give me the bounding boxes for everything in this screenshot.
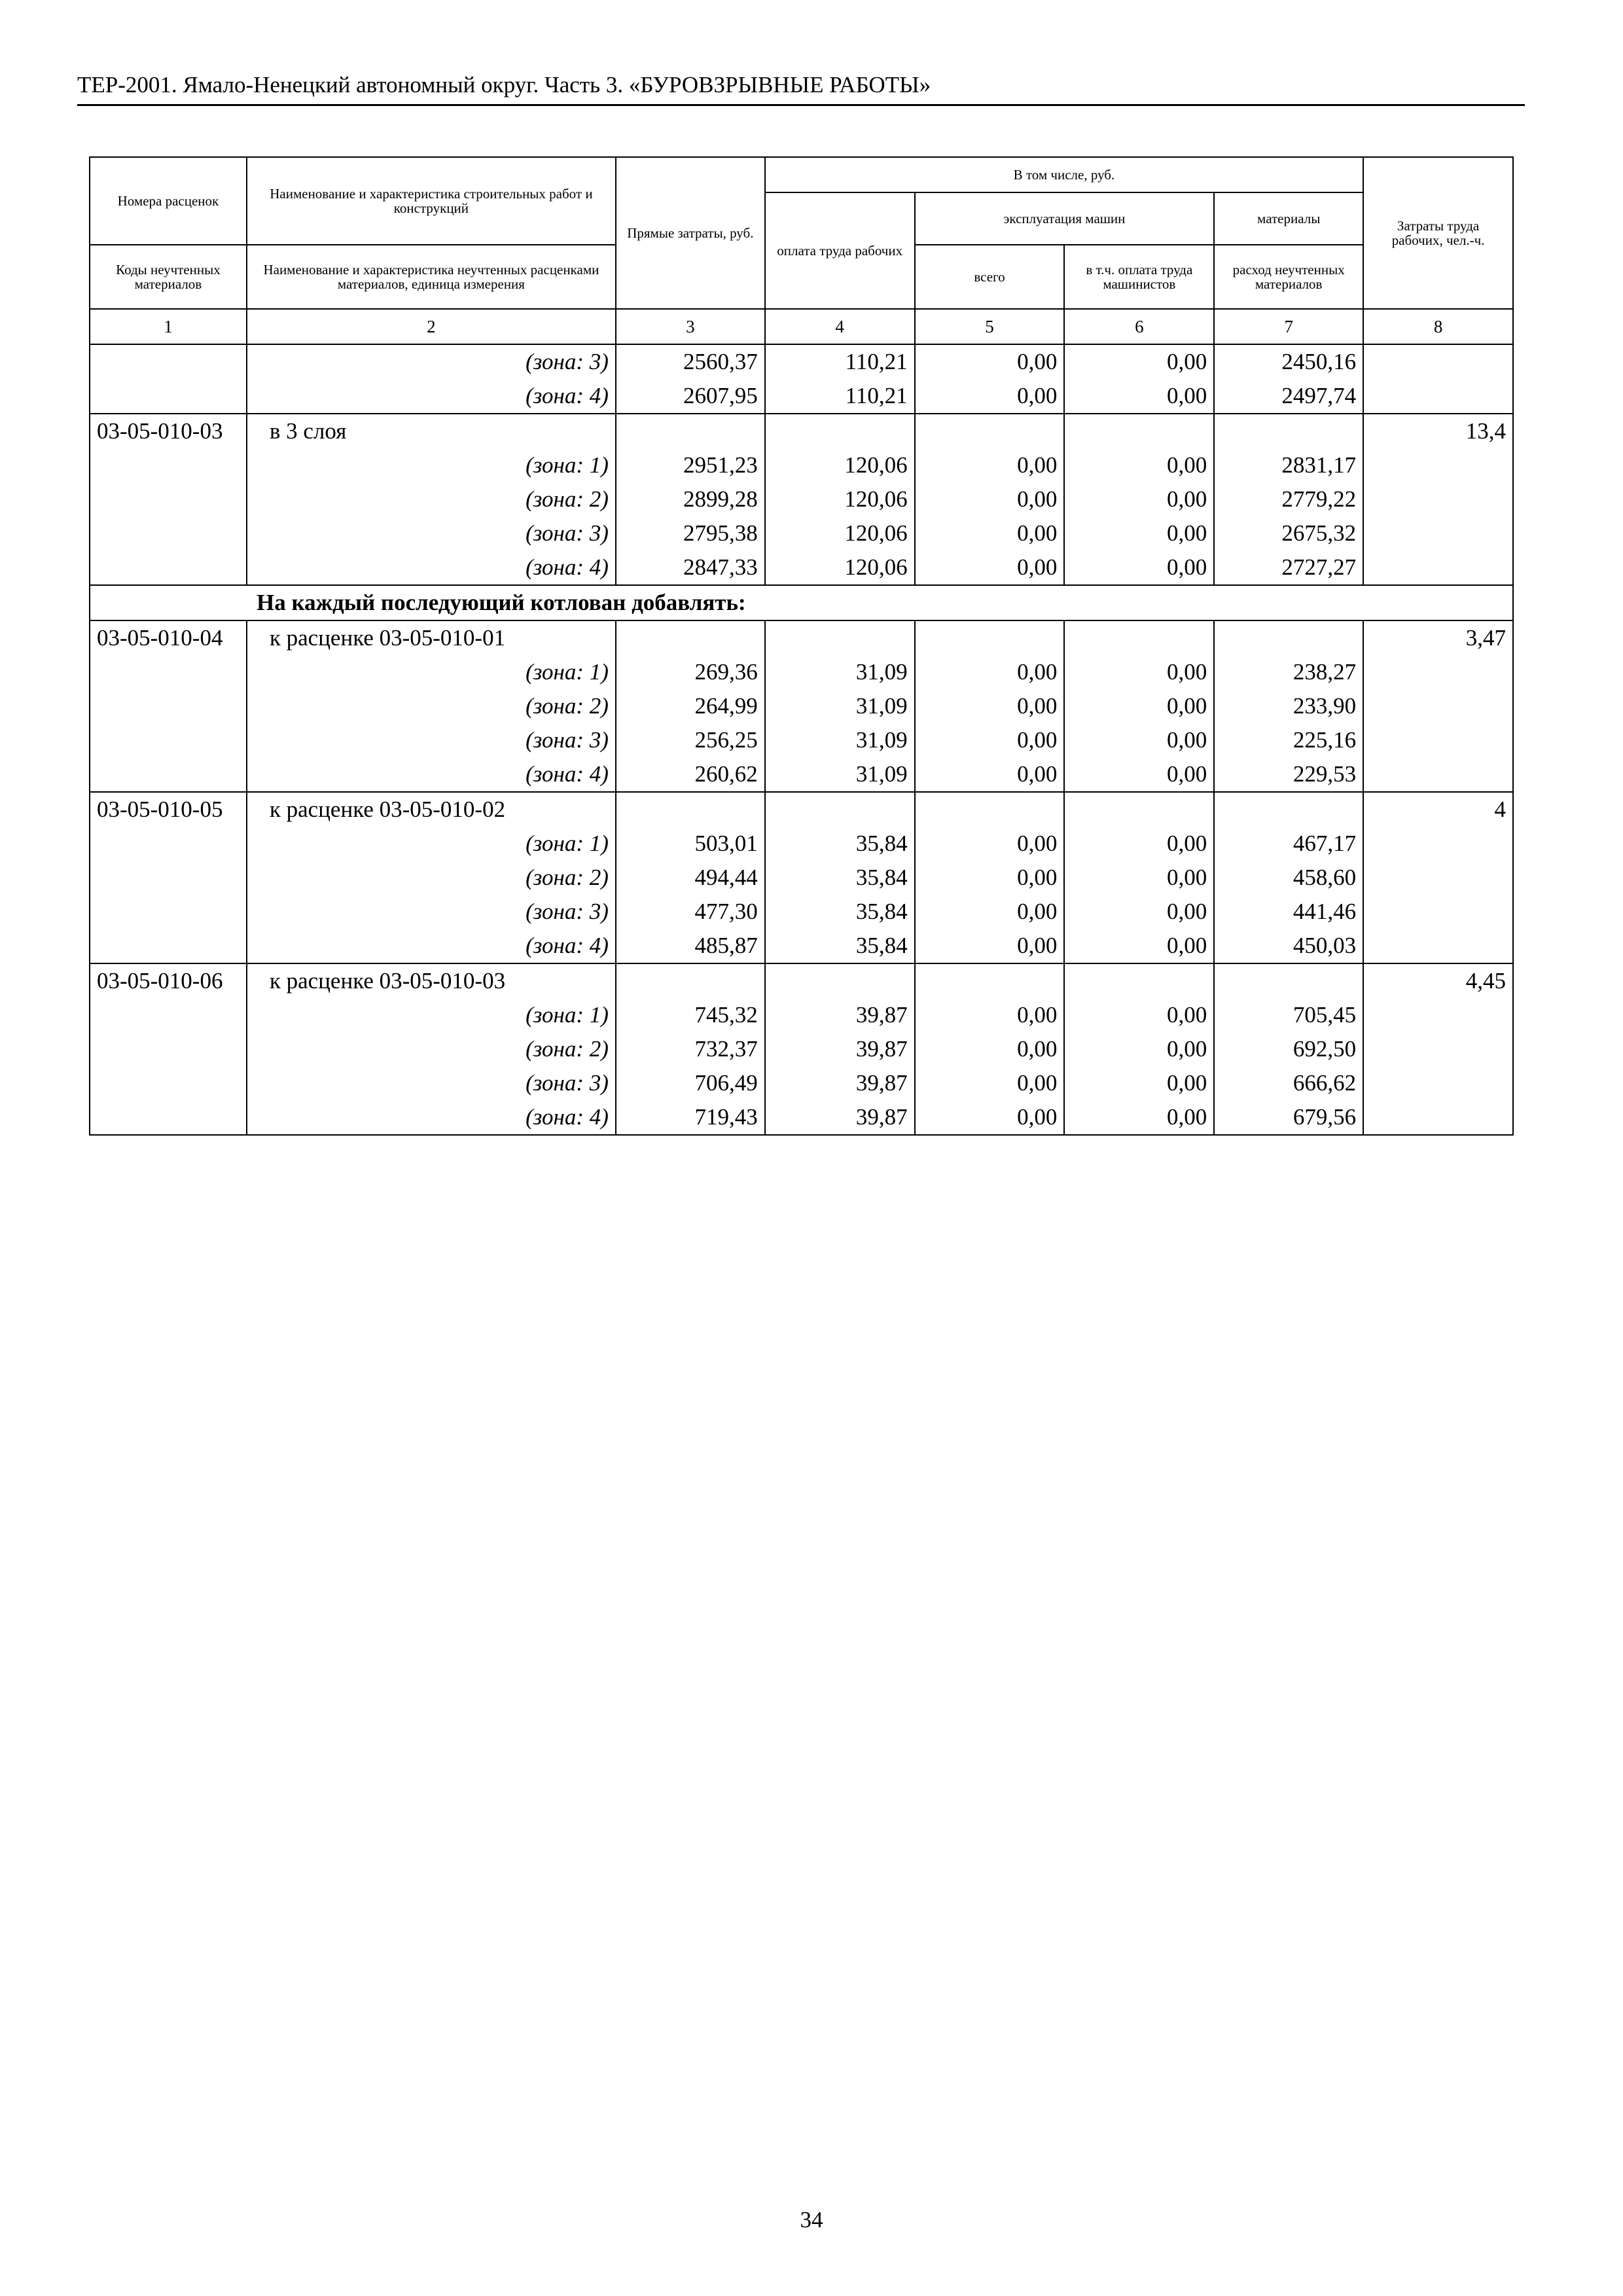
- direct-costs-value: 2560,37: [616, 344, 765, 379]
- rate-code: 03-05-010-06: [90, 963, 247, 998]
- header-machines-operators: в т.ч. оплата труда машинистов: [1064, 245, 1214, 309]
- empty-cell: [1064, 414, 1214, 448]
- machines-total-value: 0,00: [915, 516, 1065, 550]
- empty-cell: [90, 757, 247, 792]
- empty-cell: [90, 689, 247, 723]
- zone-label: (зона: 2): [247, 689, 616, 723]
- column-number: 1: [90, 309, 247, 344]
- machines-operators-value: 0,00: [1064, 895, 1214, 929]
- zone-label: (зона: 3): [247, 723, 616, 757]
- table-row: [90, 929, 1513, 963]
- empty-cell: [1214, 414, 1363, 448]
- labor-pay-value: 35,84: [765, 861, 915, 895]
- machines-total-value: 0,00: [915, 757, 1065, 792]
- rate-name: в 3 слоя: [247, 414, 616, 448]
- empty-cell: [1363, 448, 1513, 482]
- direct-costs-value: 745,32: [616, 998, 765, 1032]
- empty-cell: [1363, 998, 1513, 1032]
- machines-operators-value: 0,00: [1064, 757, 1214, 792]
- machines-total-value: 0,00: [915, 655, 1065, 689]
- machines-total-value: 0,00: [915, 929, 1065, 963]
- direct-costs-value: 719,43: [616, 1100, 765, 1135]
- materials-value: 705,45: [1214, 998, 1363, 1032]
- empty-cell: [90, 1066, 247, 1100]
- table-row: [90, 344, 1513, 379]
- empty-cell: [90, 448, 247, 482]
- labor-pay-value: 120,06: [765, 550, 915, 585]
- rate-name: к расценке 03-05-010-02: [247, 792, 616, 827]
- materials-value: 441,46: [1214, 895, 1363, 929]
- zone-label: (зона: 4): [247, 550, 616, 585]
- machines-total-value: 0,00: [915, 998, 1065, 1032]
- materials-value: 2450,16: [1214, 344, 1363, 379]
- empty-cell: [1363, 550, 1513, 585]
- table-row: [90, 861, 1513, 895]
- empty-cell: [1214, 792, 1363, 827]
- direct-costs-value: 477,30: [616, 895, 765, 929]
- machines-operators-value: 0,00: [1064, 344, 1214, 379]
- machines-operators-value: 0,00: [1064, 516, 1214, 550]
- labor-pay-value: 120,06: [765, 448, 915, 482]
- machines-total-value: 0,00: [915, 827, 1065, 861]
- empty-cell: [1064, 792, 1214, 827]
- empty-cell: [1363, 1032, 1513, 1066]
- column-number: 5: [915, 309, 1065, 344]
- page-header-title: ТЕР-2001. Ямало-Ненецкий автономный округ. Часть 3. «БУРОВЗРЫВНЫЕ РАБОТЫ»: [77, 72, 931, 98]
- empty-cell: [1363, 344, 1513, 379]
- empty-cell: [90, 379, 247, 414]
- empty-cell: [616, 414, 765, 448]
- table-row: [90, 379, 1513, 414]
- column-number: 8: [1363, 309, 1513, 344]
- header-column-numbers: [90, 309, 1513, 344]
- section-title: На каждый последующий котлован добавлять:: [90, 585, 1513, 620]
- empty-cell: [1363, 723, 1513, 757]
- header-including: В том числе, руб.: [765, 157, 1363, 192]
- empty-cell: [765, 792, 915, 827]
- labor-pay-value: 39,87: [765, 1066, 915, 1100]
- empty-cell: [915, 414, 1065, 448]
- machines-total-value: 0,00: [915, 1100, 1065, 1135]
- machines-operators-value: 0,00: [1064, 827, 1214, 861]
- labor-pay-value: 31,09: [765, 689, 915, 723]
- materials-value: 692,50: [1214, 1032, 1363, 1066]
- table-header: [90, 157, 1513, 344]
- labor-pay-value: 35,84: [765, 827, 915, 861]
- table-row: [90, 620, 1513, 655]
- empty-cell: [90, 861, 247, 895]
- empty-cell: [616, 963, 765, 998]
- machines-operators-value: 0,00: [1064, 861, 1214, 895]
- table-row: [90, 655, 1513, 689]
- machines-total-value: 0,00: [915, 379, 1065, 414]
- direct-costs-value: 2847,33: [616, 550, 765, 585]
- empty-cell: [1363, 827, 1513, 861]
- materials-value: 233,90: [1214, 689, 1363, 723]
- rates-table: [89, 156, 1514, 1136]
- machines-total-value: 0,00: [915, 689, 1065, 723]
- column-number: 7: [1214, 309, 1363, 344]
- empty-cell: [90, 655, 247, 689]
- section-row: [90, 585, 1513, 620]
- labor-pay-value: 31,09: [765, 723, 915, 757]
- zone-label: (зона: 3): [247, 516, 616, 550]
- table-row: [90, 998, 1513, 1032]
- empty-cell: [90, 827, 247, 861]
- machines-operators-value: 0,00: [1064, 929, 1214, 963]
- machines-total-value: 0,00: [915, 723, 1065, 757]
- empty-cell: [1064, 620, 1214, 655]
- rate-name: к расценке 03-05-010-03: [247, 963, 616, 998]
- labor-pay-value: 39,87: [765, 1100, 915, 1135]
- zone-label: (зона: 2): [247, 482, 616, 516]
- machines-total-value: 0,00: [915, 1066, 1065, 1100]
- direct-costs-value: 269,36: [616, 655, 765, 689]
- materials-value: 450,03: [1214, 929, 1363, 963]
- empty-cell: [765, 414, 915, 448]
- empty-cell: [90, 723, 247, 757]
- column-number: 6: [1064, 309, 1214, 344]
- empty-cell: [915, 792, 1065, 827]
- empty-cell: [90, 344, 247, 379]
- zone-label: (зона: 1): [247, 448, 616, 482]
- empty-cell: [765, 620, 915, 655]
- labor-costs-value: 13,4: [1363, 414, 1513, 448]
- materials-value: 467,17: [1214, 827, 1363, 861]
- zone-label: (зона: 4): [247, 1100, 616, 1135]
- table-row: [90, 1066, 1513, 1100]
- header-machines: эксплуатация машин: [915, 192, 1215, 245]
- materials-value: 458,60: [1214, 861, 1363, 895]
- materials-value: 238,27: [1214, 655, 1363, 689]
- machines-operators-value: 0,00: [1064, 379, 1214, 414]
- zone-label: (зона: 2): [247, 861, 616, 895]
- empty-cell: [1064, 963, 1214, 998]
- machines-operators-value: 0,00: [1064, 550, 1214, 585]
- empty-cell: [90, 482, 247, 516]
- machines-operators-value: 0,00: [1064, 655, 1214, 689]
- header-machines-total: всего: [915, 245, 1065, 309]
- direct-costs-value: 732,37: [616, 1032, 765, 1066]
- zone-label: (зона: 3): [247, 344, 616, 379]
- materials-value: 225,16: [1214, 723, 1363, 757]
- machines-operators-value: 0,00: [1064, 998, 1214, 1032]
- machines-total-value: 0,00: [915, 344, 1065, 379]
- empty-cell: [1363, 895, 1513, 929]
- header-labor-pay: оплата труда рабочих: [765, 192, 915, 309]
- empty-cell: [1363, 689, 1513, 723]
- header-work-name: Наименование и характеристика строительных работ и конструкций: [247, 157, 616, 245]
- labor-pay-value: 120,06: [765, 516, 915, 550]
- rate-code: 03-05-010-05: [90, 792, 247, 827]
- table-row: [90, 550, 1513, 585]
- machines-total-value: 0,00: [915, 550, 1065, 585]
- labor-pay-value: 35,84: [765, 929, 915, 963]
- materials-value: 2831,17: [1214, 448, 1363, 482]
- table-row: [90, 757, 1513, 792]
- header-material-codes: Коды неучтенных материалов: [90, 245, 247, 309]
- table-row: [90, 827, 1513, 861]
- machines-total-value: 0,00: [915, 1032, 1065, 1066]
- direct-costs-value: 2899,28: [616, 482, 765, 516]
- direct-costs-value: 485,87: [616, 929, 765, 963]
- empty-cell: [90, 929, 247, 963]
- materials-value: 2497,74: [1214, 379, 1363, 414]
- labor-pay-value: 31,09: [765, 757, 915, 792]
- empty-cell: [1363, 379, 1513, 414]
- header-direct-costs: Прямые затраты, руб.: [616, 157, 765, 309]
- materials-value: 2779,22: [1214, 482, 1363, 516]
- machines-total-value: 0,00: [915, 861, 1065, 895]
- empty-cell: [1363, 757, 1513, 792]
- rate-code: 03-05-010-04: [90, 620, 247, 655]
- rate-code: 03-05-010-03: [90, 414, 247, 448]
- materials-value: 666,62: [1214, 1066, 1363, 1100]
- zone-label: (зона: 1): [247, 998, 616, 1032]
- empty-cell: [1363, 861, 1513, 895]
- table-row: [90, 482, 1513, 516]
- materials-value: 229,53: [1214, 757, 1363, 792]
- direct-costs-value: 503,01: [616, 827, 765, 861]
- labor-pay-value: 39,87: [765, 1032, 915, 1066]
- labor-pay-value: 39,87: [765, 998, 915, 1032]
- header-rate-numbers: Номера расценок: [90, 157, 247, 245]
- materials-value: 2675,32: [1214, 516, 1363, 550]
- machines-operators-value: 0,00: [1064, 1100, 1214, 1135]
- direct-costs-value: 2951,23: [616, 448, 765, 482]
- empty-cell: [1363, 655, 1513, 689]
- direct-costs-value: 494,44: [616, 861, 765, 895]
- zone-label: (зона: 2): [247, 1032, 616, 1066]
- empty-cell: [90, 1032, 247, 1066]
- empty-cell: [915, 963, 1065, 998]
- empty-cell: [616, 792, 765, 827]
- page-number: 34: [800, 2207, 823, 2233]
- table-row: [90, 516, 1513, 550]
- labor-pay-value: 120,06: [765, 482, 915, 516]
- materials-value: 2727,27: [1214, 550, 1363, 585]
- direct-costs-value: 2795,38: [616, 516, 765, 550]
- zone-label: (зона: 3): [247, 895, 616, 929]
- direct-costs-value: 706,49: [616, 1066, 765, 1100]
- table-body: [90, 344, 1513, 1135]
- empty-cell: [616, 620, 765, 655]
- labor-pay-value: 110,21: [765, 379, 915, 414]
- empty-cell: [90, 895, 247, 929]
- machines-operators-value: 0,00: [1064, 689, 1214, 723]
- empty-cell: [1363, 1066, 1513, 1100]
- empty-cell: [90, 550, 247, 585]
- table-row: [90, 414, 1513, 448]
- column-number: 2: [247, 309, 616, 344]
- labor-costs-value: 4,45: [1363, 963, 1513, 998]
- empty-cell: [1363, 1100, 1513, 1135]
- machines-operators-value: 0,00: [1064, 448, 1214, 482]
- labor-pay-value: 31,09: [765, 655, 915, 689]
- zone-label: (зона: 3): [247, 1066, 616, 1100]
- header-materials: материалы: [1214, 192, 1363, 245]
- rate-name: к расценке 03-05-010-01: [247, 620, 616, 655]
- column-number: 4: [765, 309, 915, 344]
- machines-total-value: 0,00: [915, 448, 1065, 482]
- empty-cell: [915, 620, 1065, 655]
- zone-label: (зона: 4): [247, 757, 616, 792]
- labor-costs-value: 4: [1363, 792, 1513, 827]
- table-row: [90, 723, 1513, 757]
- empty-cell: [90, 998, 247, 1032]
- machines-total-value: 0,00: [915, 482, 1065, 516]
- machines-operators-value: 0,00: [1064, 1066, 1214, 1100]
- header-material-names: Наименование и характеристика неучтенных расценками материалов, единица измерения: [247, 245, 616, 309]
- zone-label: (зона: 4): [247, 929, 616, 963]
- table-row: [90, 792, 1513, 827]
- direct-costs-value: 264,99: [616, 689, 765, 723]
- table-row: [90, 689, 1513, 723]
- machines-operators-value: 0,00: [1064, 1032, 1214, 1066]
- direct-costs-value: 260,62: [616, 757, 765, 792]
- table-row: [90, 963, 1513, 998]
- header-labor-costs: Затраты труда рабочих, чел.-ч.: [1363, 157, 1513, 309]
- direct-costs-value: 2607,95: [616, 379, 765, 414]
- machines-operators-value: 0,00: [1064, 482, 1214, 516]
- zone-label: (зона: 4): [247, 379, 616, 414]
- direct-costs-value: 256,25: [616, 723, 765, 757]
- header-rule: [77, 104, 1525, 106]
- empty-cell: [1214, 963, 1363, 998]
- empty-cell: [1363, 482, 1513, 516]
- machines-operators-value: 0,00: [1064, 723, 1214, 757]
- column-number: 3: [616, 309, 765, 344]
- empty-cell: [1214, 620, 1363, 655]
- machines-total-value: 0,00: [915, 895, 1065, 929]
- zone-label: (зона: 1): [247, 655, 616, 689]
- header-materials-consumption: расход неучтенных материалов: [1214, 245, 1363, 309]
- labor-pay-value: 35,84: [765, 895, 915, 929]
- table-row: [90, 1100, 1513, 1135]
- table-row: [90, 895, 1513, 929]
- empty-cell: [1363, 516, 1513, 550]
- labor-pay-value: 110,21: [765, 344, 915, 379]
- empty-cell: [90, 516, 247, 550]
- labor-costs-value: 3,47: [1363, 620, 1513, 655]
- empty-cell: [90, 1100, 247, 1135]
- zone-label: (зона: 1): [247, 827, 616, 861]
- table-row: [90, 1032, 1513, 1066]
- empty-cell: [765, 963, 915, 998]
- materials-value: 679,56: [1214, 1100, 1363, 1135]
- table-row: [90, 448, 1513, 482]
- empty-cell: [1363, 929, 1513, 963]
